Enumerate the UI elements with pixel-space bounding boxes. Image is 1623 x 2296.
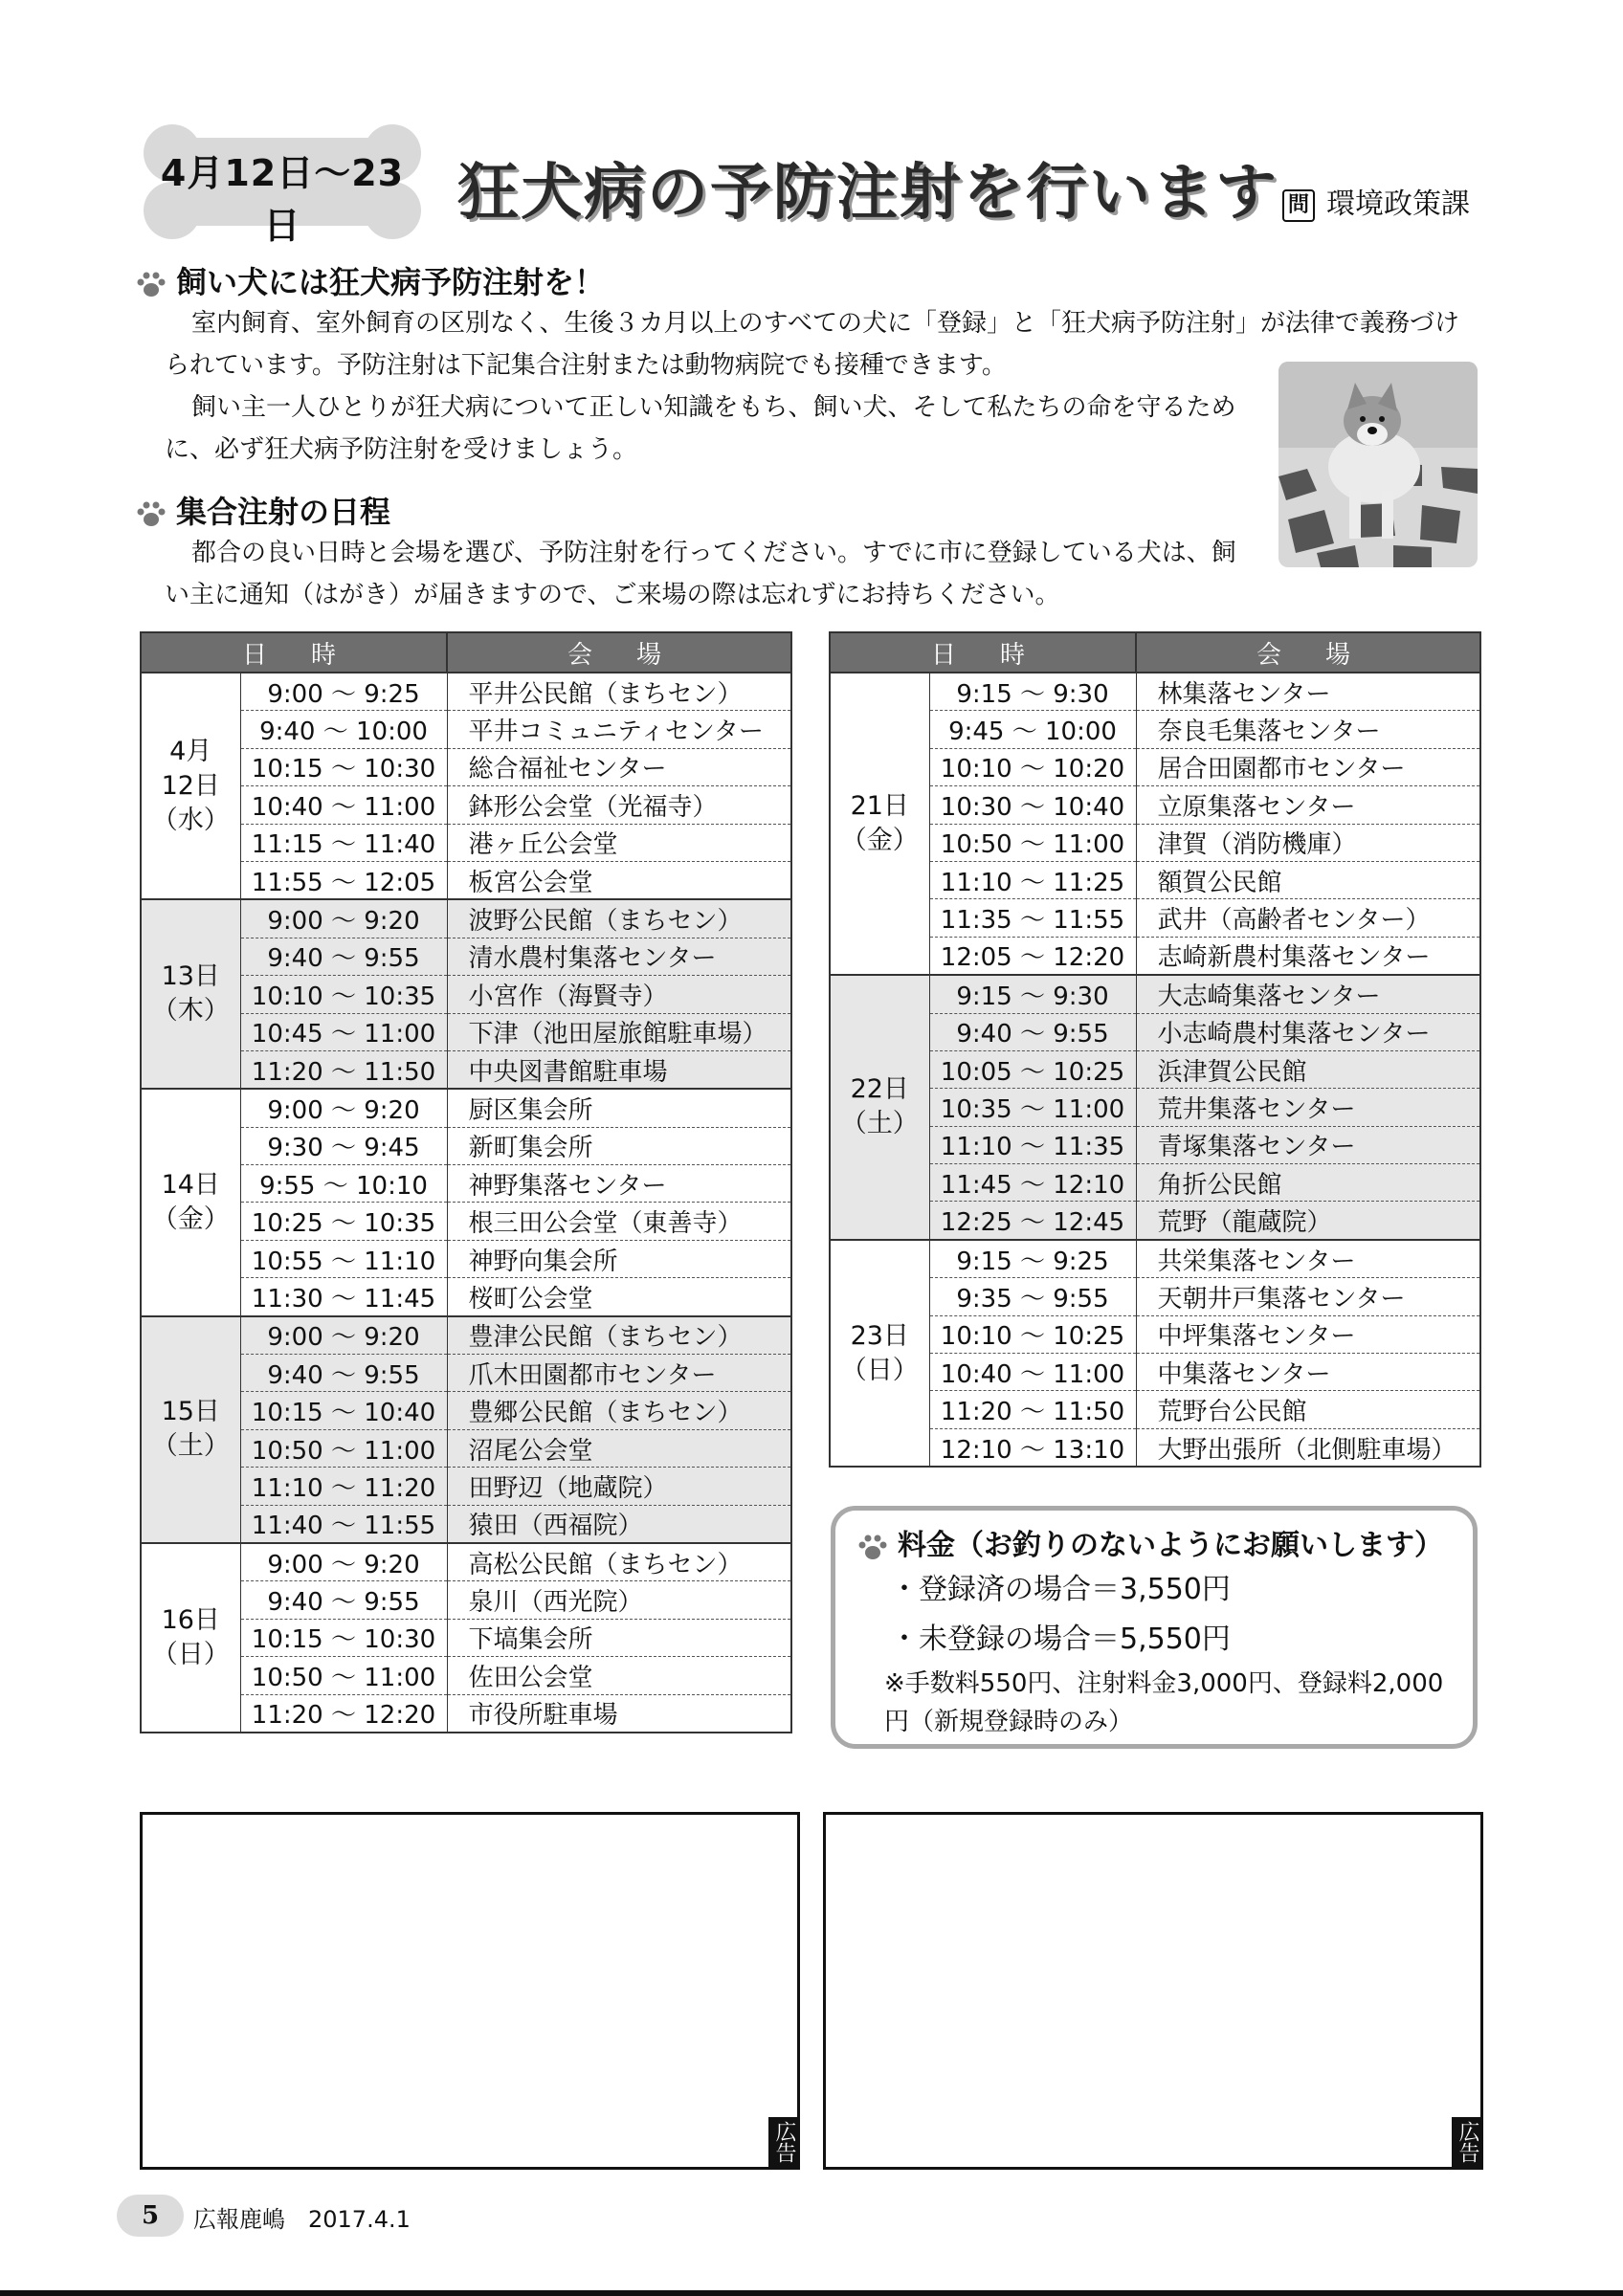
bottom-rule <box>0 2290 1623 2296</box>
header-venue: 会 場 <box>1136 632 1480 673</box>
section1-body-2 <box>165 386 1252 471</box>
time-cell: 10:15 ～ 10:40 <box>240 1392 447 1429</box>
venue-cell: 角折公民館 <box>1136 1164 1480 1202</box>
day-cell: 23日 （日） <box>830 1240 929 1467</box>
schedule-table-left <box>140 631 792 1733</box>
time-cell: 11:40 ～ 11:55 <box>240 1505 447 1543</box>
time-cell: 12:10 ～ 13:10 <box>929 1428 1136 1467</box>
time-cell: 9:15 ～ 9:25 <box>929 1240 1136 1278</box>
time-cell: 10:45 ～ 11:00 <box>240 1013 447 1050</box>
time-cell: 10:10 ～ 10:25 <box>929 1315 1136 1353</box>
time-cell: 10:55 ～ 11:10 <box>240 1240 447 1277</box>
time-cell: 10:50 ～ 11:00 <box>240 1429 447 1467</box>
day-cell: 14日 （金） <box>141 1089 240 1315</box>
venue-cell: 市役所駐車場 <box>447 1694 791 1733</box>
table-row <box>830 1240 1480 1278</box>
header-date: 日 時 <box>141 632 447 673</box>
ad-box-right <box>823 1812 1483 2170</box>
table-row <box>141 673 791 711</box>
section2-heading-text: 集合注射の日程 <box>176 494 391 530</box>
time-cell: 10:40 ～ 11:00 <box>929 1354 1136 1391</box>
venue-cell: 林集落センター <box>1136 673 1480 711</box>
paw-icon <box>136 270 167 298</box>
venue-cell: 港ヶ丘公会堂 <box>447 824 791 861</box>
venue-cell: 泉川（西光院） <box>447 1581 791 1619</box>
venue-cell: 津賀（消防機庫） <box>1136 824 1480 861</box>
table-row <box>830 673 1480 711</box>
date-badge: 4月12日～23日 <box>160 152 405 247</box>
venue-cell: 大志崎集落センター <box>1136 975 1480 1013</box>
time-cell: 9:00 ～ 9:20 <box>240 899 447 938</box>
dog-photo <box>1278 362 1478 567</box>
time-cell: 11:30 ～ 11:45 <box>240 1278 447 1316</box>
header-venue: 会 場 <box>447 632 791 673</box>
time-cell: 11:15 ～ 11:40 <box>240 824 447 861</box>
section2-heading <box>136 488 390 532</box>
venue-cell: 平井公民館（まちセン） <box>447 673 791 711</box>
venue-cell: 立原集落センター <box>1136 786 1480 824</box>
footer <box>117 2195 557 2237</box>
venue-cell: 額賀公民館 <box>1136 861 1480 898</box>
ad-box-left <box>140 1812 800 2170</box>
time-cell: 9:35 ～ 9:55 <box>929 1278 1136 1315</box>
paw-icon <box>136 499 167 528</box>
time-cell: 10:40 ～ 11:00 <box>240 786 447 824</box>
venue-cell: 厨区集会所 <box>447 1089 791 1127</box>
venue-cell: 浜津賀公民館 <box>1136 1050 1480 1088</box>
section1-heading <box>136 258 605 302</box>
venue-cell: 新町集会所 <box>447 1127 791 1164</box>
venue-cell: 小宮作（海賢寺） <box>447 976 791 1013</box>
time-cell: 9:00 ～ 9:25 <box>240 673 447 711</box>
section2-paragraph: 都合の良い日時と会場を選び、予防注射を行ってください。すでに市に登録している犬は、飼い主に通知（はがき）が届きますので、ご来場の際は忘れずにお持ちください。 <box>165 539 1236 609</box>
venue-cell: 中集落センター <box>1136 1354 1480 1391</box>
ad-tag: 広告 <box>768 2117 797 2167</box>
venue-cell: 天朝井戸集落センター <box>1136 1278 1480 1315</box>
contact-department <box>1282 180 1470 222</box>
fee-title-text: 料金（お釣りのないようにお願いします） <box>898 1529 1443 1562</box>
time-cell: 11:35 ～ 11:55 <box>929 899 1136 937</box>
time-cell: 10:15 ～ 10:30 <box>240 748 447 785</box>
time-cell: 9:00 ～ 9:20 <box>240 1089 447 1127</box>
time-cell: 11:10 ～ 11:35 <box>929 1126 1136 1163</box>
time-cell: 10:50 ～ 11:00 <box>929 824 1136 861</box>
time-cell: 9:00 ～ 9:20 <box>240 1316 447 1355</box>
venue-cell: 神野向集会所 <box>447 1240 791 1277</box>
venue-cell: 小志崎農村集落センター <box>1136 1013 1480 1050</box>
venue-cell: 奈良毛集落センター <box>1136 711 1480 748</box>
day-cell: 21日 （金） <box>830 673 929 975</box>
venue-cell: 豊津公民館（まちセン） <box>447 1316 791 1355</box>
venue-cell: 共栄集落センター <box>1136 1240 1480 1278</box>
venue-cell: 居合田園都市センター <box>1136 748 1480 785</box>
section1-body <box>165 302 1466 386</box>
venue-cell: 根三田公会堂（東善寺） <box>447 1203 791 1240</box>
time-cell: 9:30 ～ 9:45 <box>240 1127 447 1164</box>
venue-cell: 中央図書館駐車場 <box>447 1050 791 1089</box>
time-cell: 10:50 ～ 11:00 <box>240 1657 447 1694</box>
venue-cell: 田野辺（地蔵院） <box>447 1468 791 1505</box>
time-cell: 9:15 ～ 9:30 <box>929 673 1136 711</box>
venue-cell: 中坪集落センター <box>1136 1315 1480 1353</box>
venue-cell: 武井（高齢者センター） <box>1136 899 1480 937</box>
venue-cell: 板宮公会堂 <box>447 861 791 899</box>
venue-cell: 清水農村集落センター <box>447 938 791 975</box>
time-cell: 10:15 ～ 10:30 <box>240 1619 447 1656</box>
time-cell: 9:45 ～ 10:00 <box>929 711 1136 748</box>
table-row <box>141 1543 791 1581</box>
venue-cell: 波野公民館（まちセン） <box>447 899 791 938</box>
time-cell: 10:10 ～ 10:35 <box>240 976 447 1013</box>
fee-registered: ・登録済の場合＝3,550円 <box>890 1573 1231 1606</box>
schedule-table-right <box>829 631 1481 1468</box>
time-cell: 9:40 ～ 9:55 <box>929 1013 1136 1050</box>
venue-cell: 荒井集落センター <box>1136 1089 1480 1126</box>
contact-label: 環境政策課 <box>1326 188 1470 221</box>
time-cell: 10:10 ～ 10:20 <box>929 748 1136 785</box>
venue-cell: 青塚集落センター <box>1136 1126 1480 1163</box>
venue-cell: 沼尾公会堂 <box>447 1429 791 1467</box>
time-cell: 12:05 ～ 12:20 <box>929 937 1136 975</box>
table-row <box>141 1316 791 1355</box>
time-cell: 10:35 ～ 11:00 <box>929 1089 1136 1126</box>
section1-paragraph-2: 飼い主一人ひとりが狂犬病について正しい知識をもち、飼い犬、そして私たちの命を守るために、必ず狂犬病予防注射を受けましょう。 <box>165 393 1236 464</box>
time-cell: 11:20 ～ 12:20 <box>240 1694 447 1733</box>
time-cell: 9:55 ～ 10:10 <box>240 1165 447 1203</box>
venue-cell: 平井コミュニティセンター <box>447 711 791 748</box>
time-cell: 9:40 ～ 10:00 <box>240 711 447 748</box>
table-row <box>141 1089 791 1127</box>
venue-cell: 鉢形公会堂（光福寺） <box>447 786 791 824</box>
time-cell: 9:40 ～ 9:55 <box>240 1581 447 1619</box>
time-cell: 10:05 ～ 10:25 <box>929 1050 1136 1088</box>
venue-cell: 下塙集会所 <box>447 1619 791 1656</box>
time-cell: 9:40 ～ 9:55 <box>240 1355 447 1392</box>
fee-title <box>857 1521 1443 1563</box>
time-cell: 11:10 ～ 11:25 <box>929 861 1136 898</box>
page-title: 狂犬病の予防注射を行います <box>457 158 1278 229</box>
time-cell: 11:20 ～ 11:50 <box>240 1050 447 1089</box>
venue-cell: 志崎新農村集落センター <box>1136 937 1480 975</box>
publication-info: 広報鹿嶋 2017.4.1 <box>193 2206 411 2233</box>
venue-cell: 桜町公会堂 <box>447 1278 791 1316</box>
venue-cell: 神野集落センター <box>447 1165 791 1203</box>
fee-unregistered: ・未登録の場合＝5,550円 <box>890 1623 1231 1656</box>
time-cell: 11:20 ～ 11:50 <box>929 1391 1136 1428</box>
section1-paragraph-1: 室内飼育、室外飼育の区別なく、生後３カ月以上のすべての犬に「登録」と「狂犬病予防注射」が法律で義務づけられています。予防注射は下記集合注射または動物病院でも接種できます。 <box>165 309 1459 380</box>
day-cell: 4月 12日 （水） <box>141 673 240 899</box>
venue-cell: 総合福祉センター <box>447 748 791 785</box>
header-date: 日 時 <box>830 632 1136 673</box>
time-cell: 9:15 ～ 9:30 <box>929 975 1136 1013</box>
venue-cell: 荒野台公民館 <box>1136 1391 1480 1428</box>
time-cell: 11:45 ～ 12:10 <box>929 1164 1136 1202</box>
venue-cell: 荒野（龍蔵院） <box>1136 1202 1480 1240</box>
table-row <box>141 899 791 938</box>
venue-cell: 佐田公会堂 <box>447 1657 791 1694</box>
fee-note: ※手数料550円、注射料金3,000円、登録料2,000円（新規登録時のみ） <box>884 1669 1444 1736</box>
ad-tag: 広告 <box>1452 2117 1480 2167</box>
time-cell: 11:10 ～ 11:20 <box>240 1468 447 1505</box>
paw-icon <box>857 1533 888 1561</box>
venue-cell: 高松公民館（まちセン） <box>447 1543 791 1581</box>
day-cell: 22日 （土） <box>830 975 929 1240</box>
venue-cell: 下津（池田屋旅館駐車場） <box>447 1013 791 1050</box>
time-cell: 9:00 ～ 9:20 <box>240 1543 447 1581</box>
section1-heading-text: 飼い犬には狂犬病予防注射を！ <box>176 264 606 300</box>
time-cell: 9:40 ～ 9:55 <box>240 938 447 975</box>
section2-body <box>165 532 1252 616</box>
time-cell: 11:55 ～ 12:05 <box>240 861 447 899</box>
day-cell: 15日 （土） <box>141 1316 240 1543</box>
venue-cell: 大野出張所（北側駐車場） <box>1136 1428 1480 1467</box>
venue-cell: 爪木田園都市センター <box>447 1355 791 1392</box>
day-cell: 16日 （日） <box>141 1543 240 1733</box>
time-cell: 10:25 ～ 10:35 <box>240 1203 447 1240</box>
venue-cell: 豊郷公民館（まちセン） <box>447 1392 791 1429</box>
day-cell: 13日 （木） <box>141 899 240 1089</box>
venue-cell: 猿田（西福院） <box>447 1505 791 1543</box>
time-cell: 10:30 ～ 10:40 <box>929 786 1136 824</box>
time-cell: 12:25 ～ 12:45 <box>929 1202 1136 1240</box>
inquiry-icon: 問 <box>1282 189 1315 222</box>
page-number: 5 <box>117 2195 184 2237</box>
table-row <box>830 975 1480 1013</box>
